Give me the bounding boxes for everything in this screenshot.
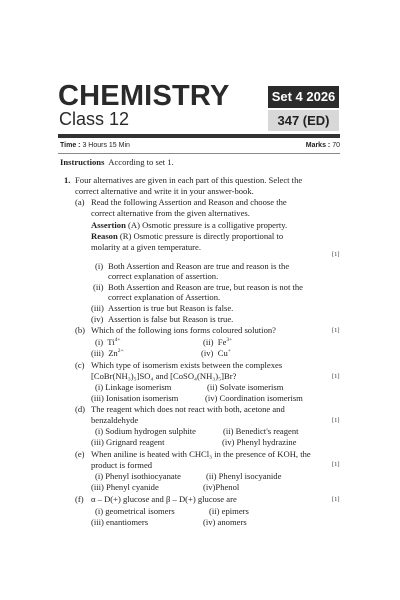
part-b-opt1-charge: 4+	[114, 337, 121, 344]
instructions	[60, 157, 174, 168]
part-b-question: Which of the following ions forms coloured solution?	[91, 325, 276, 335]
part-a-opt1-num: (i)	[95, 261, 104, 271]
part-b-opt4	[201, 348, 231, 359]
part-a-opt3: Assertion is true but Reason is false.	[108, 303, 234, 313]
part-a-opt4: Assertion is false but Reason is true.	[108, 314, 234, 324]
class-label: Class 12	[59, 109, 130, 129]
part-b-opt1	[95, 337, 120, 348]
part-b-marks: [1]	[332, 327, 340, 334]
part-c-marks: [1]	[332, 373, 340, 380]
part-c-letter: (c)	[75, 360, 85, 370]
part-d-opt2: (ii) Benedict's reagent	[223, 426, 299, 436]
time-value: 3 Hours 15 Min	[82, 142, 130, 149]
part-b-opt4-charge: +	[227, 348, 231, 355]
part-b-opt4-formula: Cu	[217, 348, 228, 358]
reason	[91, 231, 283, 242]
part-d-marks: [1]	[332, 417, 340, 424]
part-f-opt4: (iv) anomers	[203, 517, 247, 527]
part-a-opt3-num: (iii)	[91, 303, 104, 313]
part-c-opt3: (iii) Ionisation isomerism	[91, 393, 179, 403]
part-a-opt2-line2: correct explanation of Assertion.	[108, 292, 221, 302]
reason-text-line2: molarity at a given temperature.	[91, 242, 202, 252]
part-b-opt1-formula: Ti	[107, 337, 115, 347]
part-d-line1: The reagent which does not react with both, acetone and	[91, 404, 285, 414]
part-a-letter: (a)	[75, 197, 85, 207]
part-e-opt2: (ii) Phenyl isocyanide	[206, 471, 282, 481]
part-e-line2: product is formed	[91, 460, 153, 470]
part-d-line2: benzaldehyde	[91, 415, 139, 425]
part-f-opt1: (i) geometrical isomers	[95, 506, 175, 516]
part-c-opt1: (i) Linkage isomerism	[95, 382, 172, 392]
q1-intro-line1: Four alternatives are given in each part of this question. Select the	[75, 175, 303, 185]
part-b-opt2	[203, 337, 232, 348]
assertion	[91, 220, 287, 231]
assertion-text: (A) Osmotic pressure is a colligative property.	[128, 220, 288, 230]
part-b-opt1-num: (i)	[95, 337, 104, 347]
divider	[58, 153, 340, 154]
part-e-opt4: (iv)Phenol	[203, 482, 240, 492]
part-e-line1: When aniline is heated with CHCl₃ in the presence of KOH, the	[91, 449, 311, 459]
part-a-line2: correct alternative from the given alternatives.	[91, 208, 250, 218]
part-a-marks: [1]	[332, 251, 340, 258]
part-b-opt2-formula: Fe	[217, 337, 227, 347]
part-a-opt2-line1: Both Assertion and Reason are true, but reason is not the	[108, 282, 303, 292]
header-rule	[58, 134, 340, 138]
part-c-formula: [CoBr(NH₃)₅]SO₄ and [CoSO₄(NH₃)₅]Br?	[91, 371, 237, 381]
paper-code-badge: 347 (ED)	[268, 110, 339, 131]
part-f-letter: (f)	[75, 494, 84, 504]
part-d-opt3: (iii) Grignard reagent	[91, 437, 165, 447]
part-d-opt1: (i) Sodium hydrogen sulphite	[95, 426, 196, 436]
part-c-opt2: (ii) Solvate isomerism	[207, 382, 284, 392]
part-f-opt3: (iii) enantiomers	[91, 517, 149, 527]
part-d-letter: (d)	[75, 404, 86, 414]
part-b-opt4-num: (iv)	[201, 348, 214, 358]
part-a-opt1-line1: Both Assertion and Reason are true and reason is the	[108, 261, 290, 271]
time-label: Time :	[60, 142, 81, 149]
part-a-opt2-num: (ii)	[93, 282, 104, 292]
part-c-opt4: (iv) Coordination isomerism	[205, 393, 303, 403]
q1-intro-line2: correct alternative and write it in your answer-book.	[75, 186, 254, 196]
reason-label: Reason	[91, 231, 118, 241]
part-f-marks: [1]	[332, 496, 340, 503]
instructions-label: Instructions	[60, 157, 105, 167]
part-a-opt1-line2: correct explanation of assertion.	[108, 271, 219, 281]
assertion-label: Assertion	[91, 220, 126, 230]
part-b-opt3-formula: Zn	[108, 348, 118, 358]
part-d-opt4: (iv) Phenyl hydrazine	[222, 437, 297, 447]
part-b-opt3-charge: 2+	[117, 348, 124, 355]
part-b-opt2-num: (ii)	[203, 337, 214, 347]
part-a-line1: Read the following Assertion and Reason and choose the	[91, 197, 287, 207]
marks-info	[306, 142, 340, 149]
reason-text: (R) Osmotic pressure is directly proportional to	[119, 231, 284, 241]
subject-title: CHEMISTRY	[58, 80, 230, 112]
part-e-opt1: (i) Phenyl isothiocyanate	[95, 471, 181, 481]
part-b-opt2-charge: 3+	[226, 337, 233, 344]
part-a-opt4-num: (iv)	[91, 314, 104, 324]
part-c-question: Which type of isomerism exists between the complexes	[91, 360, 283, 370]
part-b-opt3	[91, 348, 124, 359]
part-b-letter: (b)	[75, 325, 86, 335]
part-b-opt3-num: (iii)	[91, 348, 104, 358]
question-number: 1.	[64, 175, 71, 185]
part-e-marks: [1]	[332, 461, 340, 468]
part-e-letter: (e)	[75, 449, 85, 459]
part-f-opt2: (ii) epimers	[209, 506, 249, 516]
marks-label: Marks :	[305, 142, 331, 149]
time-info	[60, 142, 130, 149]
set-badge: Set 4 2026	[268, 86, 339, 108]
marks-value: 70	[332, 142, 340, 149]
part-e-opt3: (iii) Phenyl cyanide	[91, 482, 159, 492]
instructions-text: According to set 1.	[108, 157, 174, 167]
part-f-question: α – D(+) glucose and β – D(+) glucose are	[91, 494, 237, 504]
